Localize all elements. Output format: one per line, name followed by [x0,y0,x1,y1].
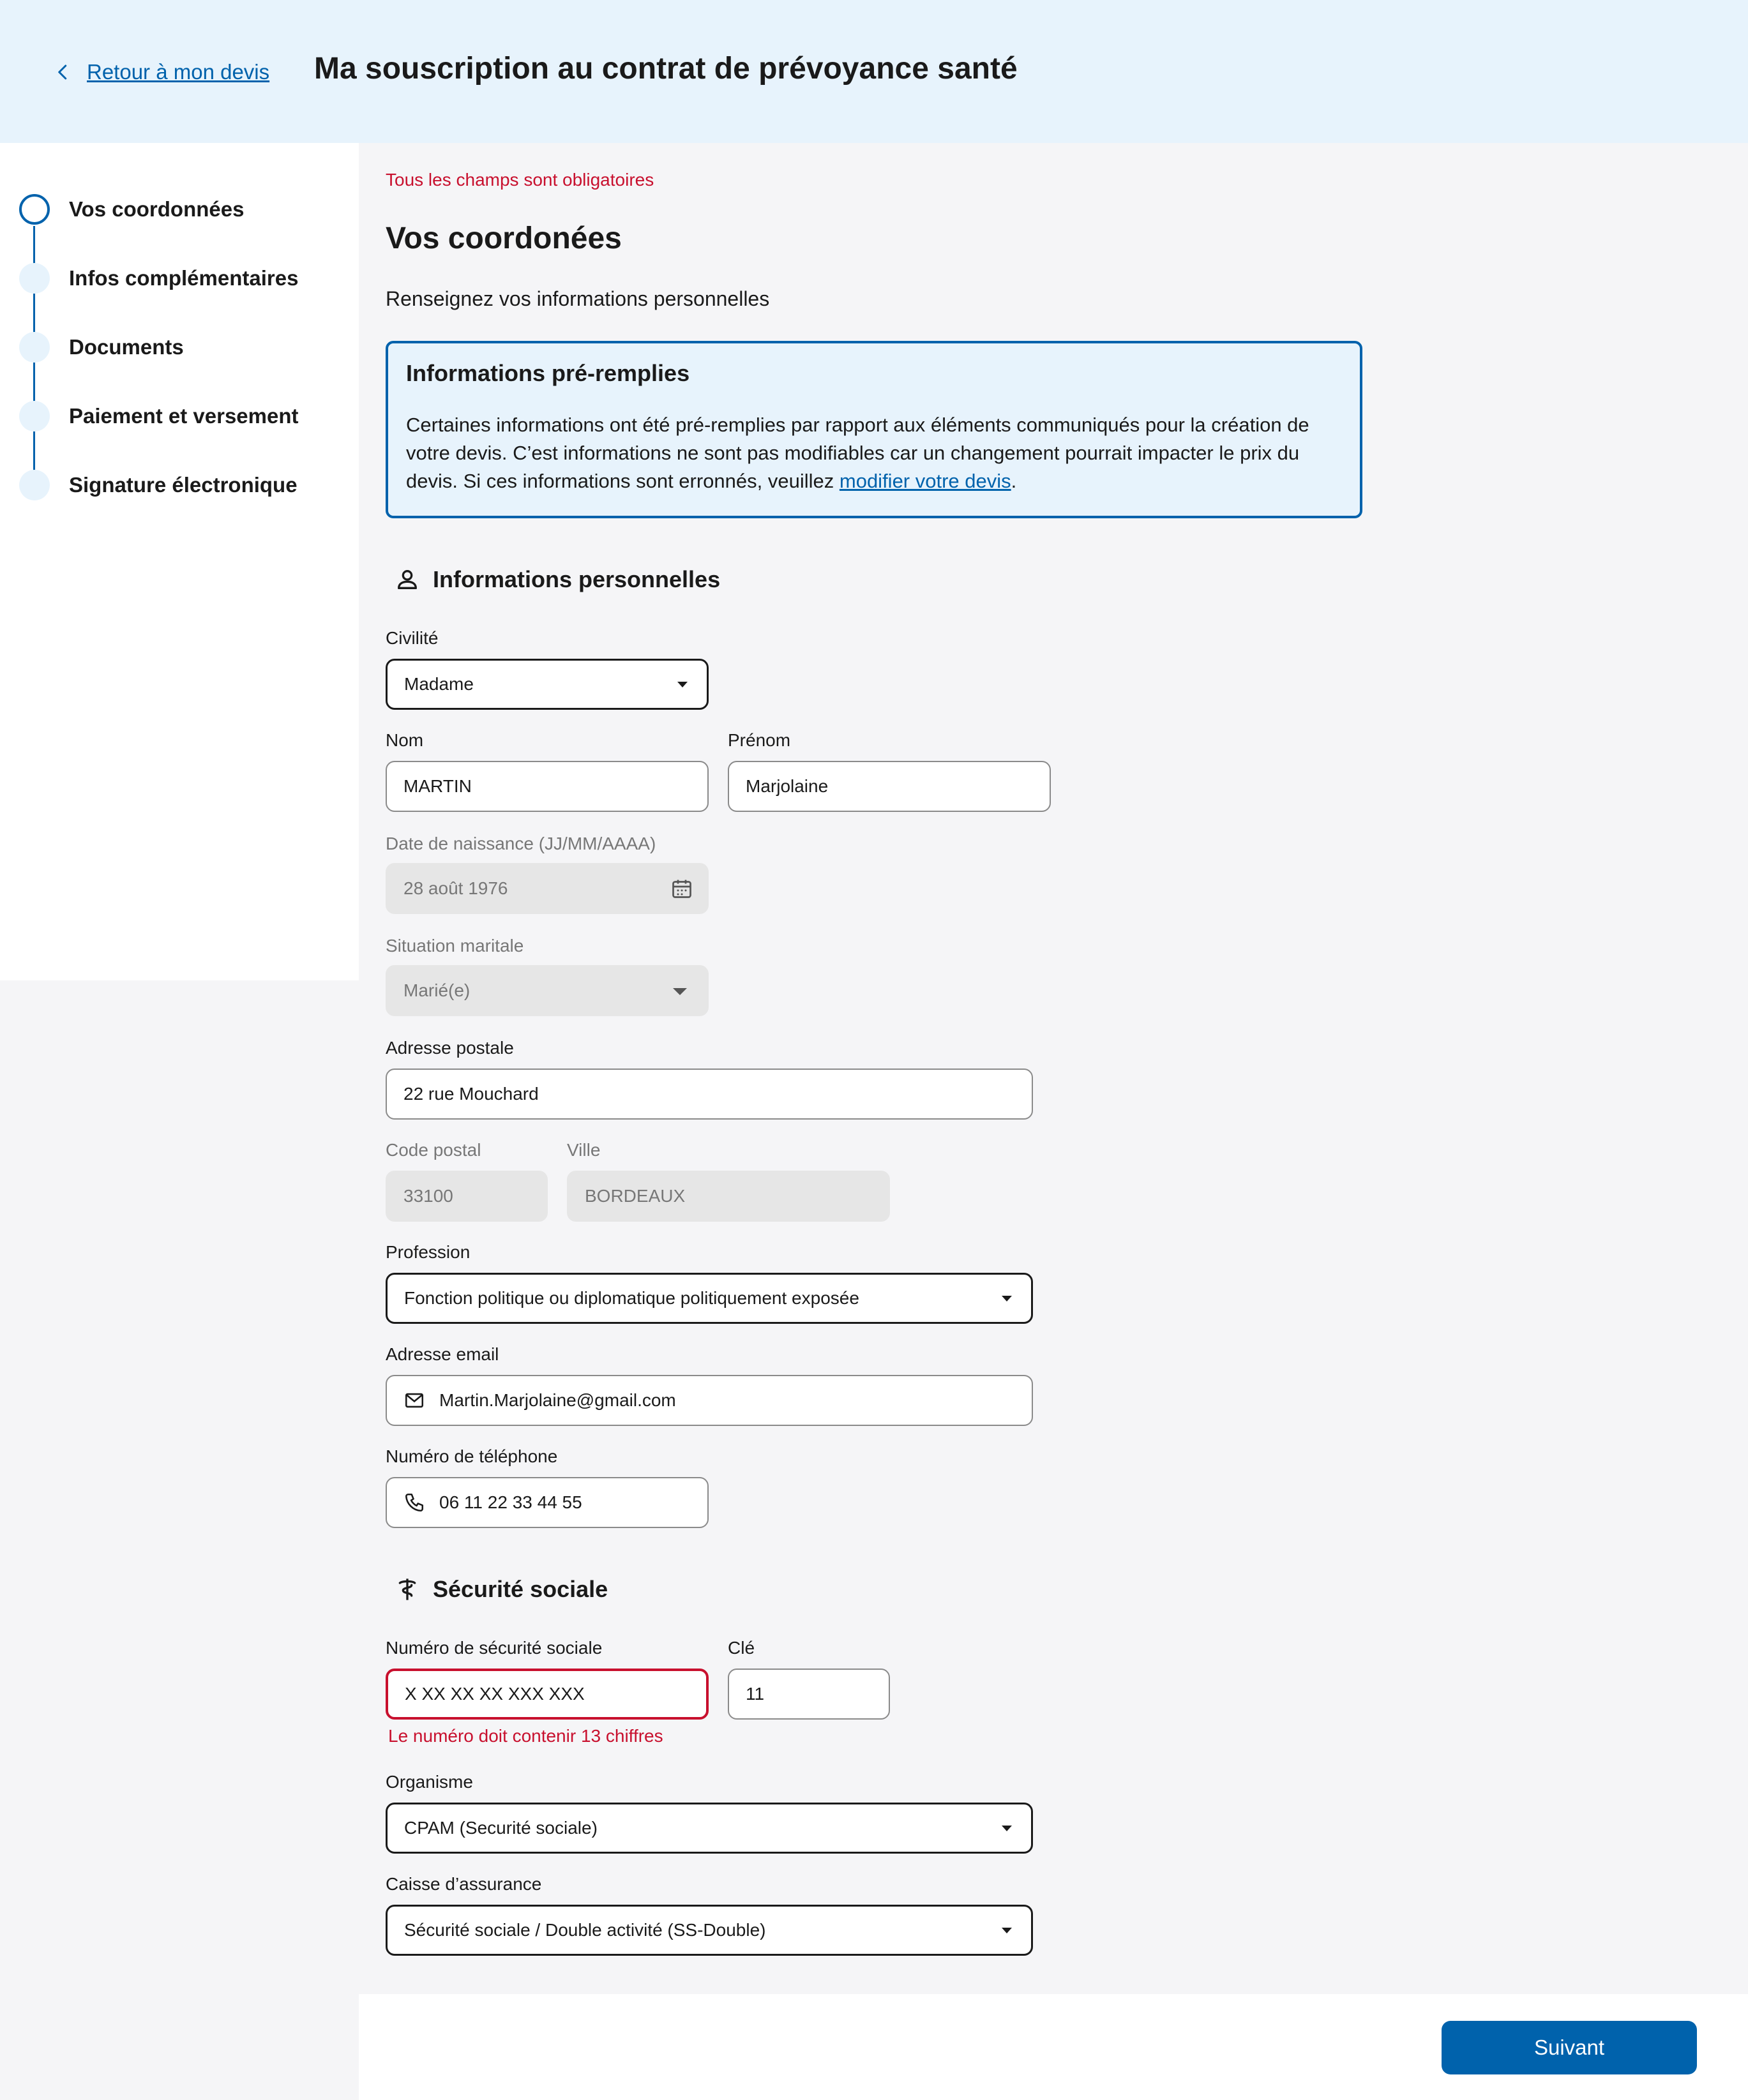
address-input[interactable]: 22 rue Mouchard [386,1069,1033,1120]
back-to-quote-link[interactable] [54,56,269,88]
caret-down-icon [1002,1826,1012,1831]
ssn-input[interactable]: X XX XX XX XXX XXX [386,1669,709,1720]
form-title: Vos coordonées [386,221,622,255]
nom-input[interactable]: MARTIN [386,761,709,812]
caret-down-icon [677,682,688,687]
ssn-key-label: Clé [728,1638,755,1658]
birthdate-label: Date de naissance (JJ/MM/AAAA) [386,834,656,853]
step-label: Paiement et versement [69,404,299,428]
edit-quote-link[interactable]: modifier votre devis [839,470,1011,492]
phone-label: Numéro de téléphone [386,1446,558,1466]
mail-icon [403,1390,425,1411]
ssn-label: Numéro de sécurité sociale [386,1638,603,1658]
step-indicator-active [19,194,50,225]
prefilled-info-box [386,341,1362,518]
postal-code-input: 33100 [386,1171,548,1222]
address-label: Adresse postale [386,1038,514,1058]
birthdate-input: 28 août 1976 [386,863,709,914]
phone-input[interactable]: 06 11 22 33 44 55 [386,1477,709,1528]
profession-select[interactable]: Fonction politique ou diplomatique politiquement exposée [386,1273,1033,1324]
caisse-select[interactable]: Sécurité sociale / Double activité (SS-Double) [386,1905,1033,1956]
ssn-key-input[interactable]: 11 [728,1669,890,1720]
civilite-select[interactable]: Madame [386,659,709,710]
profession-label: Profession [386,1242,471,1262]
form-subtitle: Renseignez vos informations personnelles [386,287,770,310]
page-title: Ma souscription au contrat de prévoyance santé [314,52,1018,86]
caret-down-icon [1002,1296,1012,1301]
step-label: Vos coordonnées [69,197,245,221]
required-fields-note: Tous les champs sont obligatoires [386,170,654,190]
social-security-heading: Sécurité sociale [395,1571,608,1607]
caduceus-icon [395,1577,420,1602]
step-label: Signature électronique [69,473,298,497]
step-indicator [19,470,50,500]
calendar-icon [670,877,693,900]
email-label: Adresse email [386,1344,499,1364]
city-input: BORDEAUX [567,1171,890,1222]
step-indicator [19,263,50,294]
chevron-left-icon [54,63,73,82]
step-indicator [19,401,50,431]
city-label: Ville [567,1140,601,1160]
step-label: Documents [69,335,184,359]
step-label: Infos complémentaires [69,266,299,290]
user-icon [395,567,420,592]
personal-info-heading: Informations personnelles [395,562,720,597]
marital-status-select: Marié(e) [386,965,709,1016]
organisme-select[interactable]: CPAM (Securité sociale) [386,1803,1033,1854]
civilite-label: Civilité [386,628,439,648]
ssn-error-message: Le numéro doit contenir 13 chiffres [388,1726,663,1746]
email-input[interactable]: Martin.Marjolaine@gmail.com [386,1375,1033,1426]
info-box-title: Informations pré-remplies [406,360,690,386]
phone-icon [403,1492,425,1513]
info-box-text: Certaines informations ont été pré-remplies par rapport aux éléments communiqués pour la création de votre devis. C’est informations ne sont pas modifiables car un changement pourrait impacter le prix du devis. Si ces informations sont erronnés, veuillez modifier votre devis. [406,414,1309,492]
prenom-input[interactable]: Marjolaine [728,761,1051,812]
prenom-label: Prénom [728,730,791,750]
organisme-label: Organisme [386,1772,473,1792]
postal-code-label: Code postal [386,1140,481,1160]
next-button[interactable]: Suivant [1442,2021,1697,2074]
nom-label: Nom [386,730,424,750]
caret-down-icon [673,988,687,995]
marital-status-label: Situation maritale [386,936,524,956]
caisse-label: Caisse d’assurance [386,1874,542,1894]
step-indicator [19,332,50,363]
back-link-label[interactable]: Retour à mon devis [87,60,270,84]
caret-down-icon [1002,1928,1012,1933]
